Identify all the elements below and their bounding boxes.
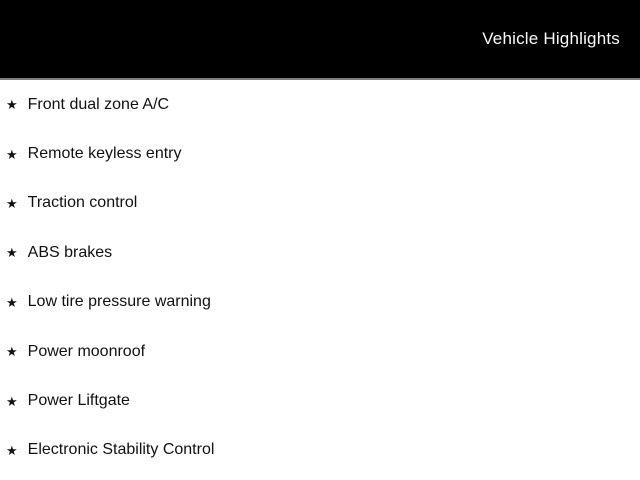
star-icon: ★ xyxy=(6,344,18,360)
list-item xyxy=(0,129,640,178)
feature-label: Power moonroof xyxy=(27,342,146,360)
list-item xyxy=(0,376,640,425)
star-icon: ★ xyxy=(6,294,18,310)
highlights-list xyxy=(0,80,640,475)
list-item xyxy=(0,179,640,228)
star-icon: ★ xyxy=(6,393,18,409)
star-icon: ★ xyxy=(6,97,18,113)
star-icon: ★ xyxy=(6,195,18,211)
star-icon: ★ xyxy=(6,442,18,458)
feature-label: Front dual zone A/C xyxy=(27,95,170,113)
feature-label: Power Liftgate xyxy=(27,392,130,410)
feature-label: Remote keyless entry xyxy=(27,145,182,163)
feature-label: ABS brakes xyxy=(27,243,113,261)
star-icon: ★ xyxy=(6,245,18,261)
feature-label: Low tire pressure warning xyxy=(27,293,211,311)
list-item xyxy=(0,80,640,129)
star-icon: ★ xyxy=(6,146,18,162)
list-item xyxy=(0,228,640,277)
header-bar xyxy=(0,0,640,80)
list-item xyxy=(0,426,640,475)
list-item xyxy=(0,327,640,376)
feature-label: Electronic Stability Control xyxy=(27,441,215,459)
page-title: Vehicle Highlights xyxy=(482,29,620,48)
feature-label: Traction control xyxy=(27,194,138,212)
list-item xyxy=(0,278,640,327)
